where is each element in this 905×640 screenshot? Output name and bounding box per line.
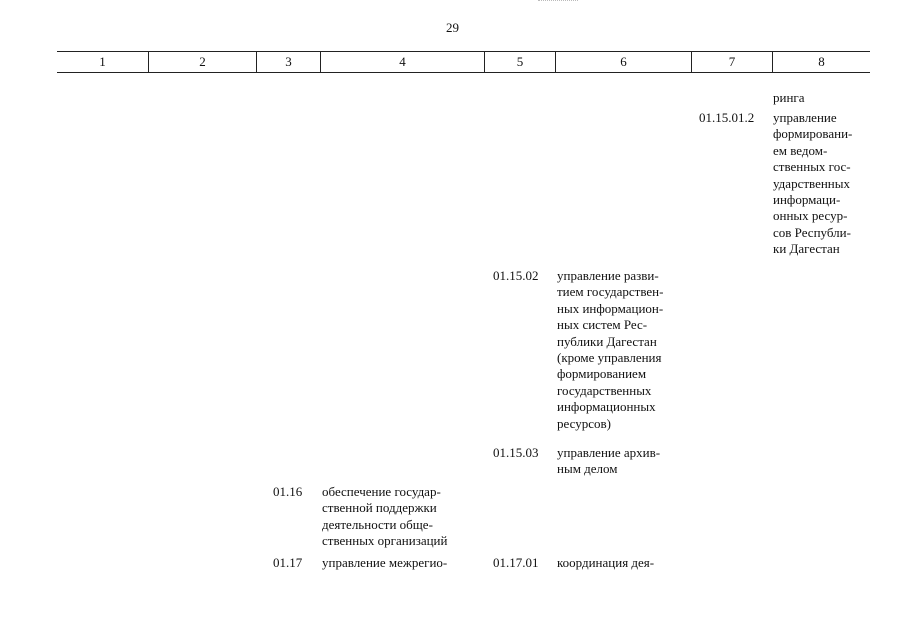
col6-text-coordination: координация дея- — [557, 555, 655, 570]
header-col-7: 7 — [728, 54, 736, 69]
header-col-1: 1 — [99, 54, 106, 69]
page-number: 29 — [446, 20, 459, 35]
col6-text-archives: управление архив- ным делом — [557, 445, 661, 477]
col6-text-info-systems: управление разви- тием государствен- ных информацион- ных систем Рес- публики Дагестан (кроме управления формированием государственных информационных ресурсов) — [557, 268, 664, 431]
header-col-5: 5 — [516, 54, 524, 69]
header-col-6: 6 — [620, 54, 627, 69]
header-col-4: 4 — [399, 54, 406, 69]
col4-text-interregional: управление межрегио- — [322, 555, 448, 570]
col3-code-01-16: 01.16 — [273, 484, 303, 499]
col5-code-01-17-01: 01.17.01 — [493, 555, 539, 570]
table-header — [57, 51, 870, 73]
header-col-8: 8 — [818, 54, 825, 69]
col8-text-info-resources: управление формировани- ем ведом- ственных гос- ударственных информаци- онных ресур- сов Республи- ки Дагестан — [773, 110, 853, 257]
col5-code-01-15-02: 01.15.02 — [493, 268, 539, 283]
header-col-3: 3 — [285, 54, 292, 69]
col3-code-01-17: 01.17 — [273, 555, 303, 570]
col8-text-ringa: ринга — [773, 90, 805, 105]
col4-text-public-orgs: обеспечение государ- ственной поддержки деятельности обще- ственных организаций — [322, 484, 448, 549]
scan-mark — [538, 0, 578, 3]
header-col-2: 2 — [199, 54, 206, 69]
col5-code-01-15-03: 01.15.03 — [493, 445, 539, 460]
col7-code-01-15-01-2: 01.15.01.2 — [699, 110, 755, 125]
